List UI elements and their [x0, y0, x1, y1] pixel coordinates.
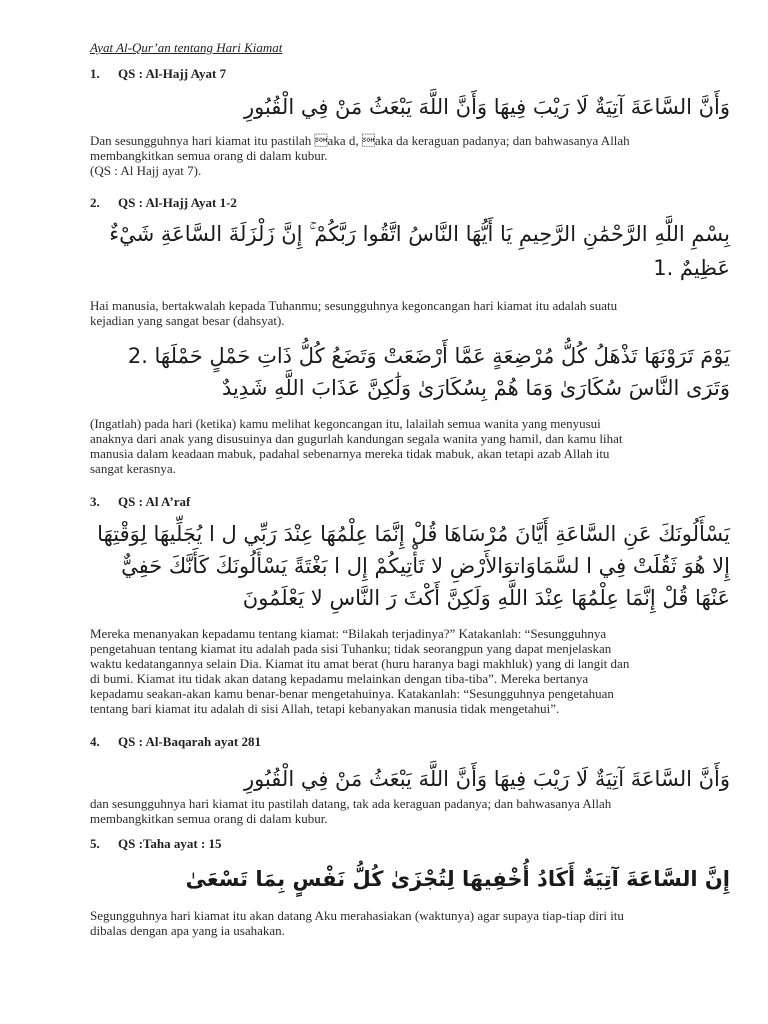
- translation-line: Mereka menanyakan kepadamu tentang kiamat: “Bilakah terjadinya?” Katakanlah: “Sesungguhnya: [90, 626, 607, 641]
- verse-translation: [90, 626, 730, 716]
- section-heading: [90, 66, 730, 82]
- section-heading: [90, 195, 730, 211]
- translation-line: anaknya dari anak yang disusuinya dan gugurlah kandungan segala wanita yang hamil, dan kamu lihat: [90, 431, 623, 446]
- arabic-verse: وَأَنَّ السَّاعَةَ آتِيَةٌ لَا رَيْبَ فِيهَا وَأَنَّ اللَّهَ يَبْعَثُ مَنْ فِي الْقُبُورِ: [243, 767, 730, 791]
- section-al-hajj-7: [90, 66, 730, 178]
- translation-line: waktu kedatangannya selain Dia. Kiamat itu amat berat (huru haranya bagi makhluk) yang di langit dan: [90, 656, 630, 671]
- verse-translation: [90, 796, 730, 826]
- section-title: QS : Al-Hajj Ayat 7: [118, 66, 227, 81]
- section-number: 5.: [90, 836, 100, 851]
- translation-line: pengetahuan tentang kiamat itu adalah pada sisi Tuhanku; tidak seorangpun yang dapat menjelaskan: [90, 641, 612, 656]
- section-title: QS :Taha ayat : 15: [118, 836, 222, 851]
- arabic-verse: يَسْأَلُونَكَ عَنِ السَّاعَةِ أَيَّانَ مُرْسَاهَا قُلْ إِنَّمَا عِلْمُهَا عِنْدَ رَبِّي ل ا يُجَلِّيهَا لِوَقْتِهَا إِلا هُوَ ثَقُلَتْ فِي ا لسَّمَاوَاتوَالأَرْضِ لا تَأْتِيكُمْ إِل ا بَغْتَةً يَسْأَلُونَكَ كَأَنَّكَ حَفِيٌّ عَنْهَا قُلْ إِنَّمَا عِلْمُهَا عِنْدَ اللَّهِ وَلَكِنَّ أَكْثَ رَ النَّاسِ لا يَعْلَمُونَ: [97, 522, 730, 610]
- translation-line: (QS : Al Hajj ayat 7).: [90, 163, 202, 178]
- section-title: QS : Al A’raf: [118, 494, 191, 509]
- translation-line: Segungguhnya hari kiamat itu akan datang Aku merahasiakan (waktunya) agar supaya tiap-tiap diri itu: [90, 908, 624, 923]
- document-page: [90, 40, 730, 938]
- section-heading: [90, 734, 730, 750]
- translation-line: membangkitkan semua orang di dalam kubur.: [90, 148, 328, 163]
- translation-line: sangat kerasnya.: [90, 461, 176, 476]
- section-number: 1.: [90, 66, 100, 81]
- arabic-verse: بِسْمِ اللَّهِ الرَّحْمَٰنِ الرَّحِيمِ يَا أَيُّهَا النَّاسُ اتَّقُوا رَبَّكُمْ ۚ إِنَّ زَلْزَلَةَ السَّاعَةِ شَيْءٌ عَظِيمٌ .1: [109, 222, 730, 280]
- section-number: 2.: [90, 195, 100, 210]
- arabic-verse: وَأَنَّ السَّاعَةَ آتِيَةٌ لَا رَيْبَ فِيهَا وَأَنَّ اللَّهَ يَبْعَثُ مَنْ فِي الْقُبُورِ: [243, 95, 730, 119]
- translation-line: dan sesungguhnya hari kiamat itu pastilah datang, tak ada keraguan padanya; dan bahwasanya Allah: [90, 796, 612, 811]
- translation-line: di bumi. Kiamat itu tidak akan datang kepadamu melainkan dengan tiba-tiba”. Mereka bertanya: [90, 671, 589, 686]
- section-number: 4.: [90, 734, 100, 749]
- translation-line: membangkitkan semua orang di dalam kubur.: [90, 811, 328, 826]
- arabic-verse: إِنَّ السَّاعَةَ آتِيَةٌ أَكَادُ أُخْفِيهَا لِتُجْزَىٰ كُلُّ نَفْسٍ بِمَا تَسْعَىٰ: [185, 867, 730, 891]
- section-taha-15: [90, 836, 730, 938]
- translation-line: Dan sesungguhnya hari kiamat itu pastilah aka d, aka da keraguan padanya; dan bahwasanya Allah: [90, 133, 630, 148]
- section-number: 3.: [90, 494, 100, 509]
- verse-translation: [90, 133, 730, 178]
- translation-line: (Ingatlah) pada hari (ketika) kamu melihat kegoncangan itu, lalailah semua wanita yang menyusui: [90, 416, 601, 431]
- section-title: QS : Al-Baqarah ayat 281: [118, 734, 262, 749]
- translation-line: Hai manusia, bertakwalah kepada Tuhanmu; sesungguhnya kegoncangan hari kiamat itu adalah suatu: [90, 298, 618, 313]
- translation-line: dibalas dengan apa yang ia usahakan.: [90, 923, 285, 938]
- translation-line: tentang bari kiamat itu adalah di sisi Allah, tetapi kebanyakan manusia tidak mengetahui”.: [90, 701, 560, 716]
- verse-translation: [90, 416, 730, 476]
- arabic-verse: يَوْمَ تَرَوْنَهَا تَذْهَلُ كُلُّ مُرْضِعَةٍ عَمَّا أَرْضَعَتْ وَتَضَعُ كُلُّ ذَاتِ حَمْلٍ حَمْلَهَا .2 وَتَرَى النَّاسَ سُكَارَىٰ وَمَا هُمْ بِسُكَارَىٰ وَلَٰكِنَّ عَذَابَ اللَّهِ شَدِيدٌ: [127, 344, 730, 400]
- document-title: Ayat Al-Qur’an tentang Hari Kiamat: [90, 40, 283, 55]
- verse-translation: [90, 908, 730, 938]
- section-title: QS : Al-Hajj Ayat 1-2: [118, 195, 237, 210]
- translation-line: kepadamu seakan-akan kamu benar-benar mengetahuinya. Katakanlah: “Sesungguhnya pengetahuan: [90, 686, 614, 701]
- section-heading: [90, 494, 730, 510]
- section-al-araf: [90, 494, 730, 716]
- translation-line: kejadian yang sangat besar (dahsyat).: [90, 313, 285, 328]
- section-al-hajj-1-2: [90, 195, 730, 476]
- section-al-baqarah-281: [90, 734, 730, 826]
- translation-line: manusia dalam keadaan mabuk, padahal sebenarnya mereka tidak mabuk, akan tetapi azab Allah itu: [90, 446, 610, 461]
- section-heading: [90, 836, 730, 852]
- verse-translation: [90, 298, 730, 328]
